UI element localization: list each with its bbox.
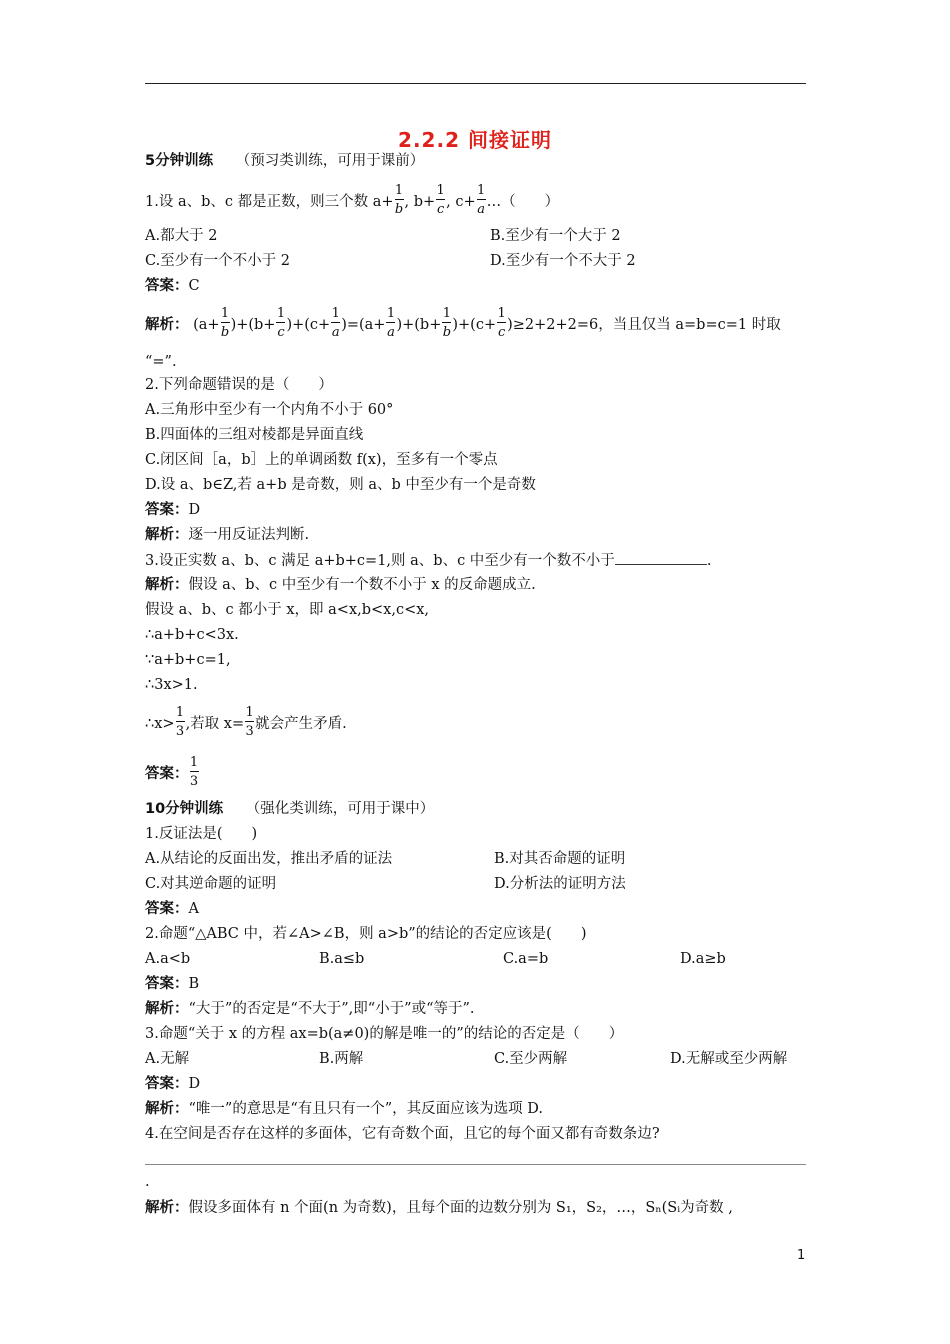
option-a: A.从结论的反面出发，推出矛盾的证法 [145, 851, 393, 867]
option-b: B.对其否命题的证明 [494, 851, 626, 867]
fraction: $\frac{1}{c}$ [497, 306, 506, 340]
fraction: $\frac{1}{b}$ [220, 306, 230, 340]
analysis-line: ∵a+b+c=1, [145, 652, 231, 668]
section-name: 5分钟训练 [145, 153, 214, 169]
option-b: B.两解 [319, 1051, 364, 1067]
analysis: 解析： (a+ $\frac{1}{b}$ )+(b+ $\frac{1}{c}$ )+(c+ $\frac{1}{a}$ )=(a+ $\frac{1}{a}$ )+(b+ $\frac{1}{b}$ )+(c+ $\frac{1}{c}$ )≥2+2+2=6，当且仅当 a=b=c=1 时取 [145, 306, 781, 340]
analysis-line: ∴x> $\frac{1}{3}$ ,若取 x= $\frac{1}{3}$ 就会产生矛盾. [145, 705, 347, 739]
section-heading [145, 799, 434, 819]
option-d: D.分析法的证明方法 [494, 876, 626, 892]
q1-stem-text: , b+ [404, 194, 436, 210]
analysis-line: ∴a+b+c<3x. [145, 627, 239, 643]
trailing-dot: . [145, 1174, 150, 1190]
option-c: C.a=b [503, 951, 549, 967]
analysis: 解析：假设 a、b、c 中至少有一个数不小于 x 的反命题成立. [145, 577, 536, 593]
option-d: D.a≥b [680, 951, 726, 967]
option-b: B.四面体的三组对棱都是异面直线 [145, 427, 364, 443]
answer-line [145, 1164, 806, 1165]
analysis-line: 假设 a、b、c 都小于 x，即 a<x,b<x,c<x, [145, 602, 430, 618]
section-heading [145, 151, 424, 171]
analysis: 解析：“大于”的否定是“不大于”,即“小于”或“等于”. [145, 1001, 475, 1017]
section-desc: （强化类训练，可用于课中） [245, 801, 435, 817]
fraction: $\frac{1}{a}$ [477, 183, 486, 217]
fraction: $\frac{1}{b}$ [394, 183, 404, 217]
analysis-line: ∴3x>1. [145, 677, 198, 693]
question-stem: 1.反证法是( ) [145, 826, 258, 842]
question-stem: 3.命题“关于 x 的方程 ax=b(a≠0)的解是唯一的”的结论的否定是（ ） [145, 1026, 624, 1042]
fraction: $\frac{1}{c}$ [276, 306, 286, 340]
fraction: $\frac{1}{3}$ [175, 705, 185, 739]
fraction: $\frac{1}{3}$ [189, 755, 199, 789]
fraction: $\frac{1}{3}$ [245, 705, 254, 739]
answer: 答案： $\frac{1}{3}$ [145, 755, 199, 789]
analysis-cont: “=”. [145, 354, 177, 370]
answer: 答案：A [145, 901, 199, 917]
answer-blank [615, 550, 707, 565]
question-stem: 2.命题“△ABC 中，若∠A>∠B，则 a>b”的结论的否定应该是( ) [145, 926, 587, 942]
q1-stem-text: …（ ） [486, 194, 560, 210]
option-c: C.至少两解 [494, 1051, 568, 1067]
fraction: $\frac{1}{b}$ [442, 306, 452, 340]
option-b: B.至少有一个大于 2 [490, 228, 621, 244]
section-desc: （预习类训练，可用于课前） [235, 153, 425, 169]
fraction: $\frac{1}{c}$ [436, 183, 445, 217]
option-a: A.a<b [145, 951, 191, 967]
q1-stem-text: , c+ [446, 194, 476, 210]
option-c: C.对其逆命题的证明 [145, 876, 277, 892]
fraction: $\frac{1}{a}$ [386, 306, 396, 340]
answer: 答案：D [145, 502, 201, 518]
q1-stem-text: 1.设 a、b、c 都是正数，则三个数 a+ [145, 194, 394, 210]
option-a: A.三角形中至少有一个内角不小于 60° [145, 402, 394, 418]
answer: 答案：D [145, 1076, 201, 1092]
option-d: D.无解或至少两解 [670, 1051, 788, 1067]
question-stem: 4.在空间是否存在这样的多面体，它有奇数个面，且它的每个面又都有奇数条边? [145, 1126, 660, 1142]
answer: 答案：C [145, 278, 200, 294]
analysis: 解析：假设多面体有 n 个面(n 为奇数)，且每个面的边数分别为 S₁，S₂，…，Sₙ(Sᵢ为奇数 , [145, 1200, 733, 1216]
answer: 答案：B [145, 976, 200, 992]
option-a: A.都大于 2 [145, 228, 218, 244]
question-1-stem [145, 183, 560, 218]
option-d: D.设 a、b∈Z,若 a+b 是奇数，则 a、b 中至少有一个是奇数 [145, 477, 536, 493]
option-a: A.无解 [145, 1051, 190, 1067]
option-b: B.a≤b [319, 951, 365, 967]
page-title: 2.2.2 间接证明 [398, 128, 552, 152]
option-d: D.至少有一个不大于 2 [490, 253, 636, 269]
question-2-stem: 2.下列命题错误的是（ ） [145, 377, 333, 393]
analysis: 解析：逐一用反证法判断. [145, 527, 310, 543]
fraction: $\frac{1}{a}$ [331, 306, 340, 340]
header-rule [145, 83, 806, 84]
section-name: 10分钟训练 [145, 801, 224, 817]
analysis: 解析：“唯一”的意思是“有且只有一个”，其反面应该为选项 D. [145, 1101, 543, 1117]
option-c: C.闭区间［a，b］上的单调函数 f(x)，至多有一个零点 [145, 452, 498, 468]
page-number: 1 [797, 1248, 806, 1263]
question-3-stem: 3.设正实数 a、b、c 满足 a+b+c=1,则 a、b、c 中至少有一个数不小于 . [145, 550, 711, 571]
option-c: C.至少有一个不小于 2 [145, 253, 291, 269]
